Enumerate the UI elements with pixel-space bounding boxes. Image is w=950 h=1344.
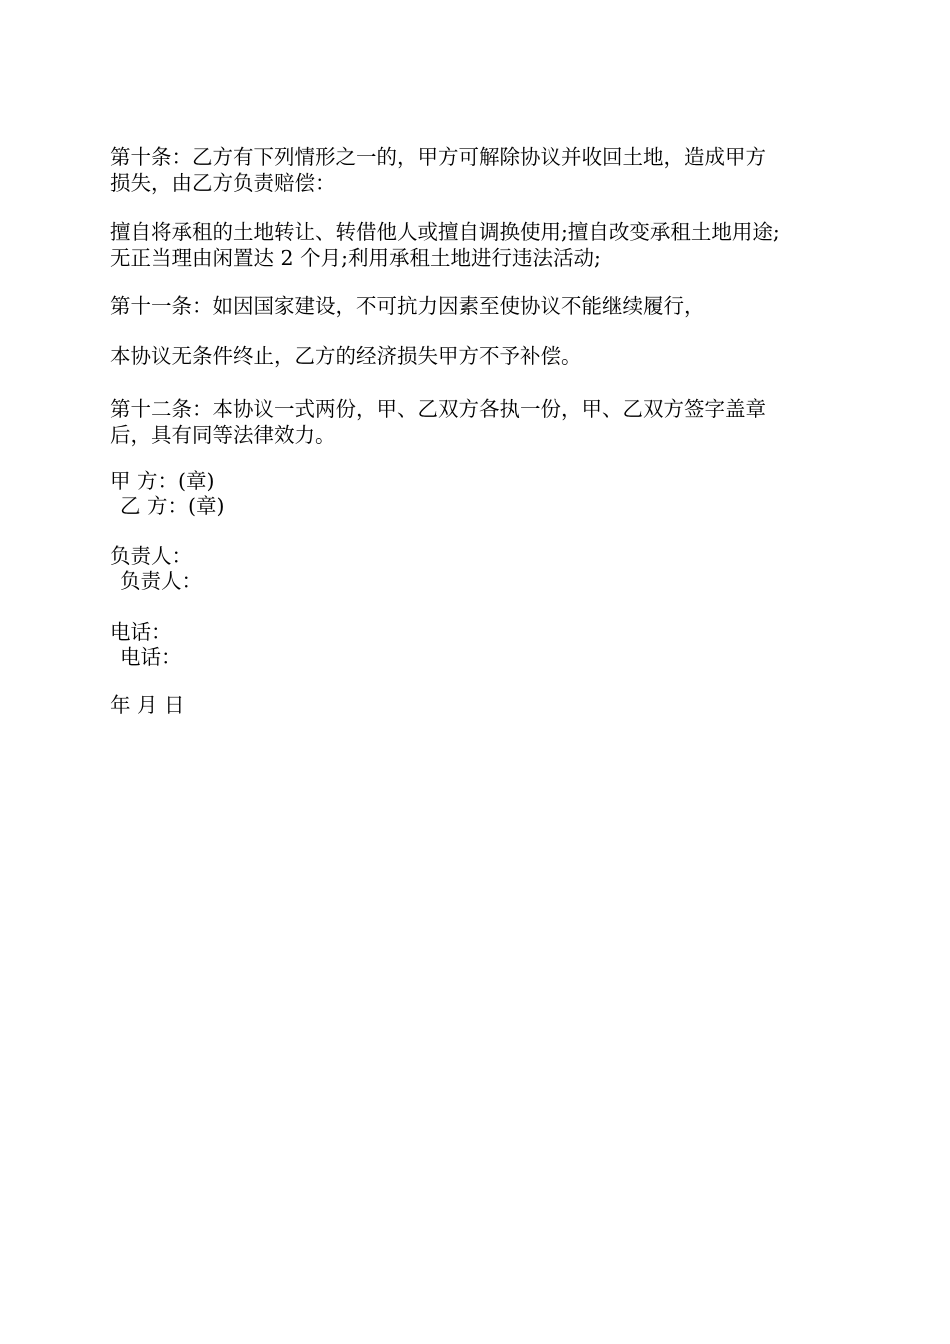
article-12-line-2: 后，具有同等法律效力。 xyxy=(110,423,336,447)
signature-date: 年 月 日 xyxy=(110,693,185,717)
article-10-detail-line-1: 擅自将承租的土地转让、转借他人或擅自调换使用;擅自改变承租土地用途; xyxy=(110,220,780,244)
article-11-line-1: 第十一条：如因国家建设，不可抗力因素至使协议不能继续履行， xyxy=(110,294,705,318)
party-b-phone: 电话： xyxy=(120,645,182,669)
article-11-line-2: 本协议无条件终止，乙方的经济损失甲方不予补偿。 xyxy=(110,344,582,368)
party-a-phone: 电话： xyxy=(110,620,172,644)
party-b-responsible-person: 负责人： xyxy=(120,569,202,593)
article-12-line-1: 第十二条：本协议一式两份，甲、乙双方各执一份，甲、乙双方签字盖章 xyxy=(110,397,766,421)
article-10-line-1: 第十条：乙方有下列情形之一的，甲方可解除协议并收回土地，造成甲方 xyxy=(110,145,766,169)
party-a-responsible-person: 负责人： xyxy=(110,544,192,568)
article-10-line-2: 损失，由乙方负责赔偿： xyxy=(110,171,336,195)
party-a-seal: 甲 方：(章) xyxy=(110,469,215,493)
article-10-detail-line-2: 无正当理由闲置达 2 个月;利用承租土地进行违法活动; xyxy=(110,246,601,270)
party-b-seal: 乙 方：(章) xyxy=(120,494,225,518)
